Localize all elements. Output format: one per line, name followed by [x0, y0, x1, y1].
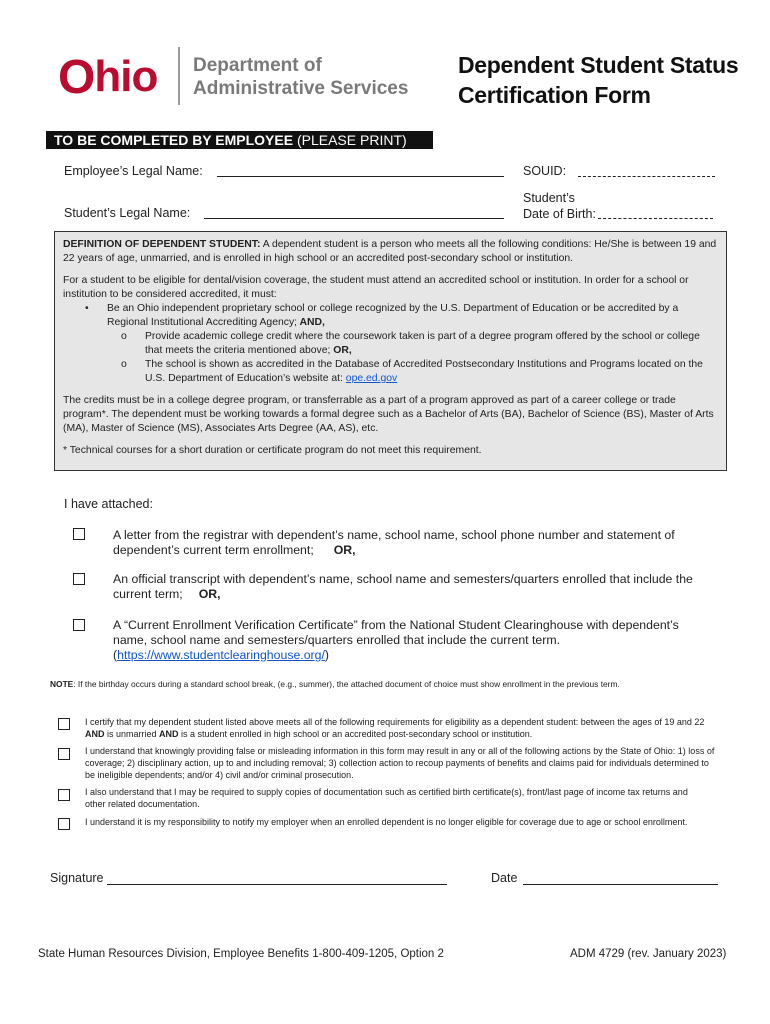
department-line-2: Administrative Services — [193, 78, 409, 99]
attachment-checkbox-transcript[interactable] — [73, 573, 85, 585]
date-label: Date — [491, 871, 518, 885]
sub-bullet-marker: o — [121, 359, 127, 370]
student-name-label: Student’s Legal Name: — [64, 206, 191, 220]
ohio-logo — [58, 48, 157, 106]
employee-name-label: Employee’s Legal Name: — [64, 164, 203, 178]
logo-letters: hio — [94, 52, 158, 101]
option-transcript-text: An official transcript with dependent’s name, school name and semesters/quarters enrolled that include the current term; — [113, 572, 693, 601]
clearinghouse-link[interactable]: https://www.studentclearinghouse.org/ — [117, 648, 325, 662]
bullet-and: AND, — [297, 317, 325, 328]
signature-label: Signature — [50, 871, 104, 885]
sub-1-text: Provide academic college credit where the coursework taken is part of a degree program offered by the school or college that meets the criteria mentioned above; — [145, 331, 700, 356]
ope-ed-gov-link[interactable]: ope.ed.gov — [345, 373, 398, 384]
department-line-1: Department of — [193, 55, 322, 76]
accreditation-bullet — [63, 302, 718, 330]
bullet-dot: • — [85, 303, 89, 314]
department-name — [193, 54, 408, 100]
note — [50, 679, 620, 689]
option-letter-text: A letter from the registrar with dependent’s name, school name, school phone number and statement of dependent’s current term enrollment; — [113, 528, 675, 557]
employee-section-banner — [46, 131, 433, 149]
link-paren-close: ) — [324, 648, 330, 662]
attachment-option-transcript — [113, 572, 713, 602]
banner-bold: TO BE COMPLETED BY EMPLOYEE — [54, 132, 294, 148]
accreditation-sub-2 — [63, 358, 718, 386]
student-dob-label-line1: Student’s — [523, 191, 575, 205]
certify-eligibility-text: I certify that my dependent student listed above meets all of the following requirements for eligibility as a dependent student: between the ages of 19 and 22 AND is unmarried AND is a student enrolled in high school or an accredited post-secondary school or institution. — [85, 717, 705, 739]
logo-letter-o: O — [58, 50, 95, 104]
note-label: NOTE — [50, 679, 74, 689]
attachments-intro: I have attached: — [64, 497, 153, 511]
certify-penalties-text: I understand that knowingly providing false or misleading information in this form may result in any or all of the following actions by the State of Ohio: 1) loss of coverage; 2) disciplinary action, up to and including removal; 3) collection action to recoup payments of benefits and claims paid for individuals determined to be ineligible dependents; and/or 4) civil and/or criminal prosecution. — [85, 746, 715, 780]
logo-divider — [178, 47, 180, 105]
definition-paragraph-1 — [63, 238, 718, 266]
accreditation-sub-1 — [63, 330, 718, 358]
date-field[interactable] — [523, 884, 718, 885]
certify-checkbox-notify[interactable] — [58, 818, 70, 830]
definition-paragraph-2: For a student to be eligible for dental/vision coverage, the student must attend an accredited school or institution. In order for a school or institution to be considered accredited, it must: — [63, 275, 689, 300]
student-name-field[interactable] — [204, 218, 504, 219]
footer-form-number: ADM 4729 (rev. January 2023) — [570, 948, 727, 960]
option-transcript-or: OR, — [198, 587, 221, 601]
attachment-option-letter — [113, 528, 713, 558]
sub-1-or: OR, — [330, 345, 352, 356]
souid-label: SOUID: — [523, 164, 567, 178]
form-title-line-1: Dependent Student Status — [458, 52, 739, 78]
bullet-text: Be an Ohio independent proprietary school or college recognized by the U.S. Department of Education or be accredited by a Regional Institutional Accrediting Agency; — [107, 303, 679, 328]
footer-contact: State Human Resources Division, Employee Benefits 1-800-409-1205, Option 2 — [38, 948, 444, 960]
form-title — [458, 50, 738, 110]
certify-checkbox-documentation[interactable] — [58, 789, 70, 801]
souid-field[interactable] — [578, 176, 715, 177]
form-title-line-2: Certification Form — [458, 82, 651, 108]
student-dob-label-line2: Date of Birth: — [523, 207, 596, 221]
sub-bullet-marker: o — [121, 331, 127, 342]
signature-field[interactable] — [107, 884, 447, 885]
certify-checkbox-penalties[interactable] — [58, 748, 70, 760]
certify-checkbox-eligibility[interactable] — [58, 718, 70, 730]
definition-footnote: * Technical courses for a short duration or certificate program do not meet this requirement. — [63, 445, 482, 456]
definition-heading: DEFINITION OF DEPENDENT STUDENT: — [63, 239, 261, 250]
student-dob-field[interactable] — [598, 218, 713, 219]
attachment-checkbox-letter[interactable] — [73, 528, 85, 540]
banner-normal: (PLEASE PRINT) — [293, 132, 407, 148]
student-dob-label — [523, 190, 596, 222]
attachment-option-clearinghouse — [113, 618, 703, 663]
option-clearinghouse-text: A “Current Enrollment Verification Certificate” from the National Student Clearinghouse with dependent’s name, school name and semesters/quarters enrolled that include the current term. — [113, 618, 679, 647]
definition-paragraph-3: The credits must be in a college degree program, or transferrable as a part of a program approved as part of a career college or trade program*. The dependent must be working towards a formal degree such as a Bachelor of Arts (BA), Bachelor of Science (BS), Master of Arts (MA), Master of Science (MS), Associates Arts Degree (AA, AS), etc. — [63, 395, 714, 434]
certify-documentation-text: I also understand that I may be required to supply copies of documentation such as certified birth certificate(s), front/last page of income tax returns and other related documentation. — [85, 787, 688, 809]
definition-box — [54, 231, 727, 471]
link-paren-open: ( — [113, 648, 118, 662]
attachment-checkbox-clearinghouse[interactable] — [73, 619, 85, 631]
sub-2-text: The school is shown as accredited in the Database of Accredited Postsecondary Institutions and Programs located on the U.S. Department of Education’s website at: — [145, 359, 703, 384]
note-text: : If the birthday occurs during a standard school break, (e.g., summer), the attached document of choice must show enrollment in the previous term. — [73, 679, 620, 689]
option-letter-or: OR, — [333, 543, 356, 557]
certify-notify-text: I understand it is my responsibility to notify my employer when an enrolled dependent is no longer eligible for coverage due to age or school enrollment. — [85, 817, 688, 827]
employee-name-field[interactable] — [217, 176, 504, 177]
definition-text: A dependent student is a person who meets all the following conditions: He/She is between 19 and 22 years of age, unmarried, and is enrolled in high school or an accredited post-secondary school or institution. — [63, 239, 717, 264]
